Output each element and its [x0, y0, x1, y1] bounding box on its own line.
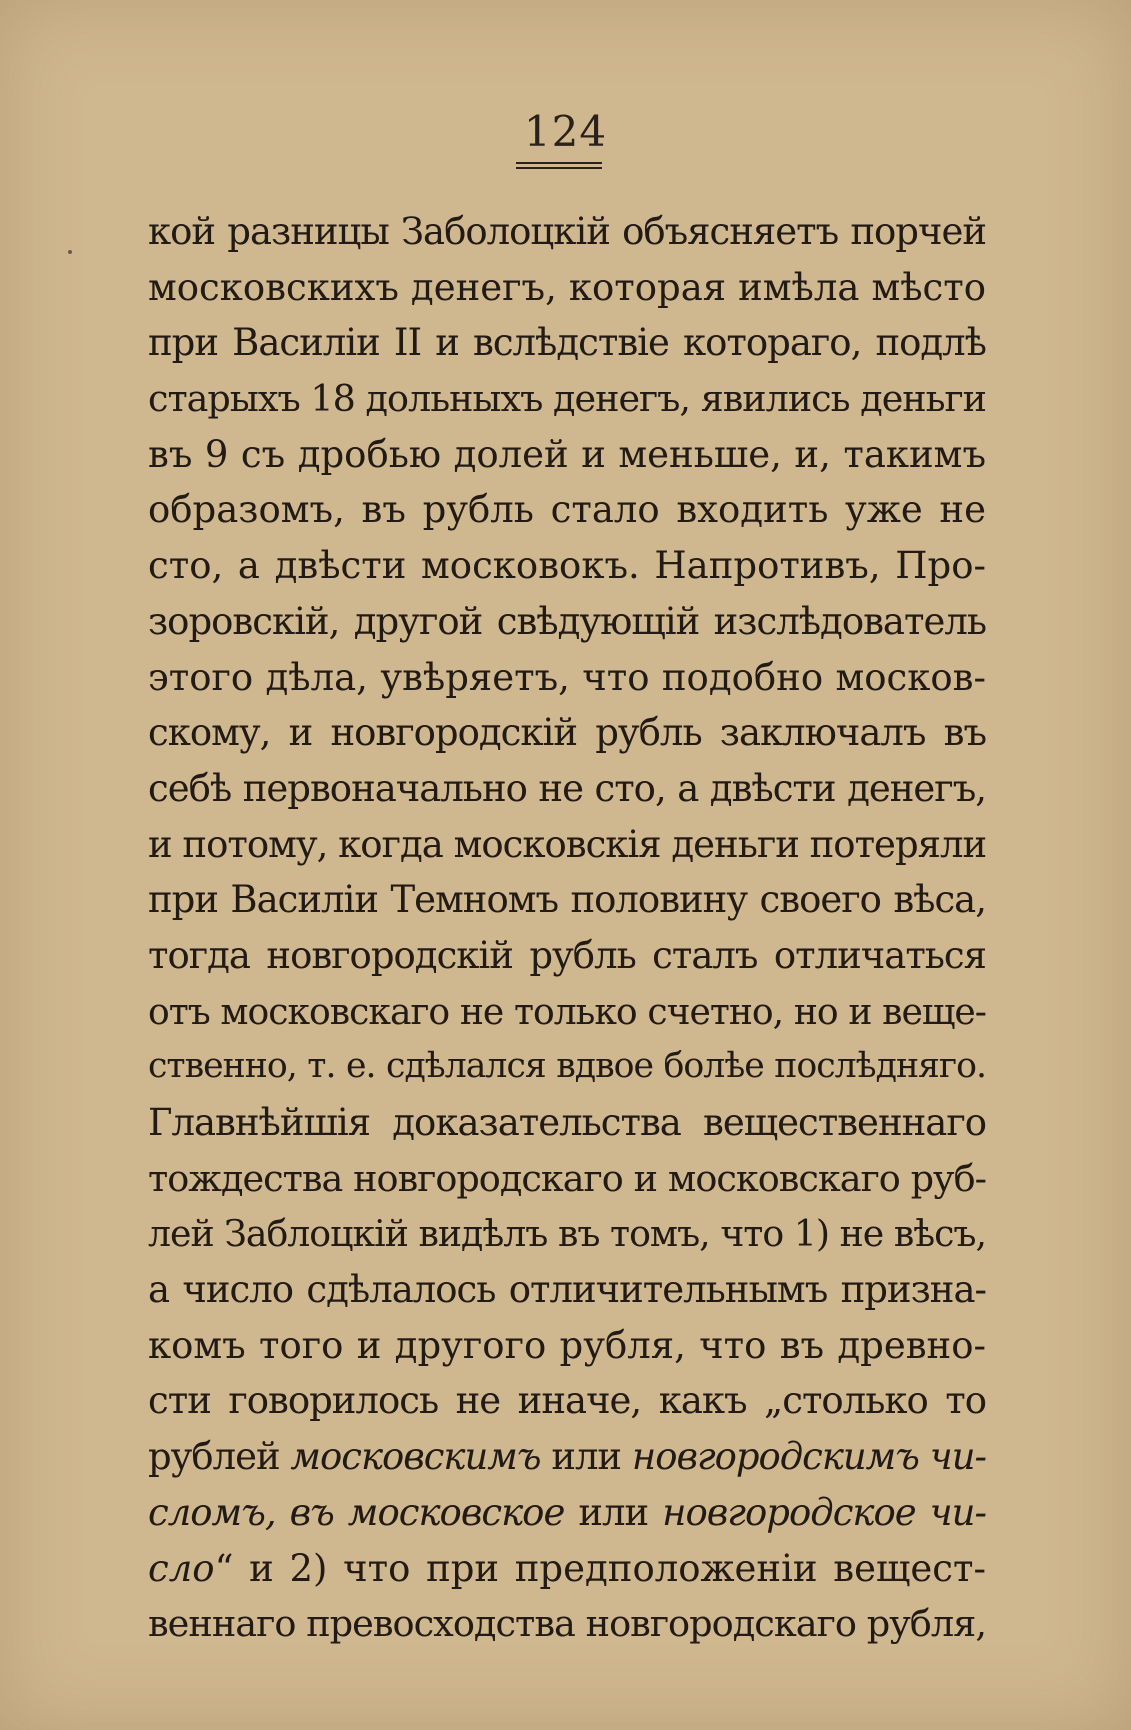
text-line: тождества новгородскаго и московскаго руб- — [148, 1156, 986, 1200]
text-line: веннаго превосходства новгородскаго рубля, — [148, 1602, 986, 1646]
margin-speck — [68, 250, 72, 254]
text-line: московскихъ денегъ, которая имѣла мѣсто — [148, 265, 986, 309]
italic-run: новгородскимъ чи- — [631, 1435, 986, 1479]
text-run: или — [540, 1435, 632, 1479]
text-line: скому, и новгородскій рубль заключалъ въ — [148, 711, 986, 755]
text-run: или — [564, 1490, 663, 1534]
text-run: рублей — [148, 1435, 291, 1479]
text-line: лей Заблоцкій видѣлъ въ томъ, что 1) не вѣсъ, — [148, 1212, 986, 1256]
text-line: ственно, т. е. сдѣлался вдвое болѣе послѣдняго. — [148, 1046, 986, 1087]
text-line: при Василіи Темномъ половину своего вѣса, — [148, 878, 986, 922]
text-line: образомъ, въ рубль стало входить уже не — [148, 488, 986, 532]
text-line: старыхъ 18 дольныхъ денегъ, явились деньги — [148, 377, 986, 421]
text-line: себѣ первоначально не сто, а двѣсти денегъ, — [148, 766, 986, 810]
text-line: при Василіи II и вслѣдствіе котораго, подлѣ — [148, 321, 986, 365]
text-line: сти говорилось не иначе, какъ „столько то — [148, 1379, 986, 1423]
text-line: этого дѣла, увѣряетъ, что подобно москов- — [148, 655, 986, 699]
text-line: въ 9 съ дробью долей и меньше, и, такимъ — [148, 432, 986, 476]
text-line: отъ московскаго не только счетно, но и веще- — [148, 989, 986, 1033]
page-number-rule-top — [516, 162, 602, 164]
page-number: 124 — [523, 107, 608, 156]
italic-run: московскимъ — [290, 1435, 541, 1479]
text-line: и потому, когда московскія деньги потеряли — [148, 822, 986, 866]
text-line: а число сдѣлалось отличительнымъ призна- — [148, 1268, 986, 1312]
italic-run: сло — [148, 1546, 215, 1590]
text-line: сто, а двѣсти московокъ. Напротивъ, Про- — [148, 544, 986, 588]
text-line: тогда новгородскій рубль сталъ отличаться — [148, 933, 986, 977]
body-text — [148, 204, 986, 1652]
text-line-mixed — [148, 1541, 986, 1597]
text-line: комъ того и другого рубля, что въ древно- — [148, 1323, 986, 1367]
text-line-mixed — [148, 1429, 986, 1485]
text-line-mixed — [148, 1485, 986, 1541]
text-line: кой разницы Заболоцкій объясняетъ порчей — [148, 210, 986, 253]
page-number-rule-bottom — [516, 167, 602, 169]
text-line: Главнѣйшія доказательства вещественнаго — [148, 1101, 986, 1144]
italic-run: сломъ, въ московское — [148, 1490, 565, 1534]
text-run: “ и 2) что при предположеніи вещест- — [214, 1546, 986, 1590]
text-line: зоровскій, другой свѣдующій изслѣдователь — [148, 599, 986, 643]
italic-run: новгородское чи- — [662, 1490, 986, 1534]
